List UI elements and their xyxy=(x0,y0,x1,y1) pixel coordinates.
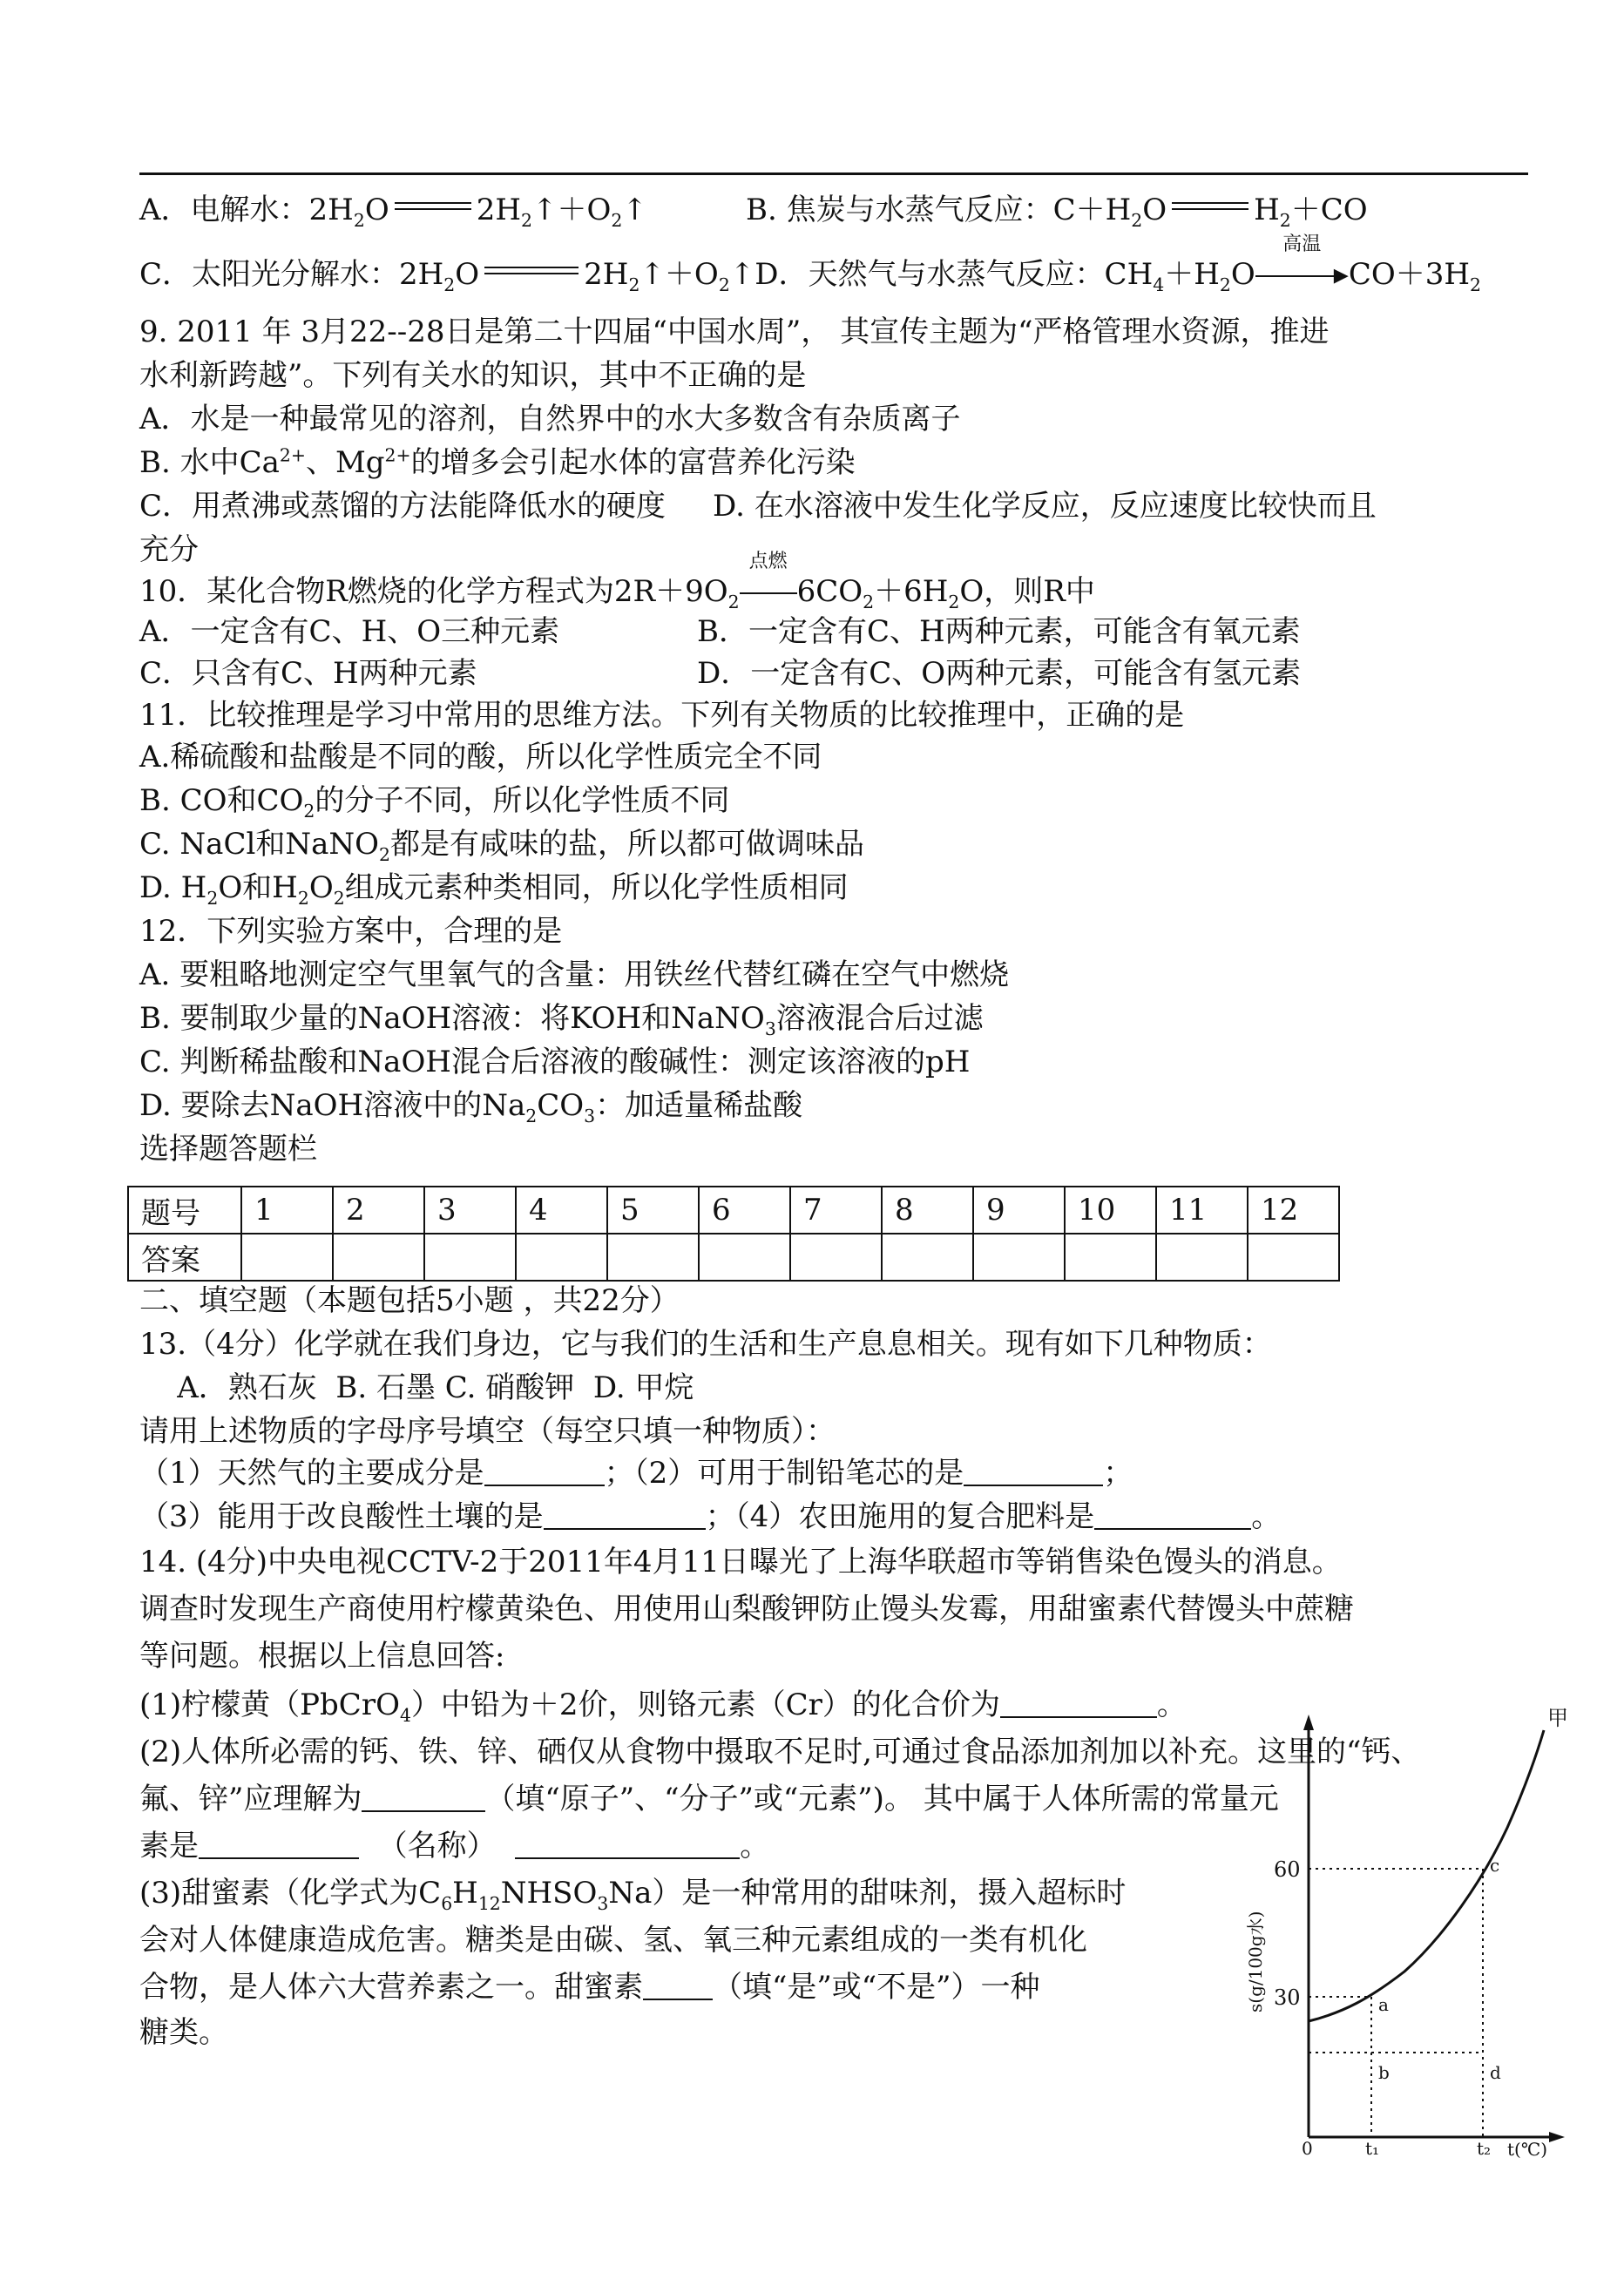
answer-cell[interactable] xyxy=(1248,1234,1339,1281)
answer-table-caption: 选择题答题栏 xyxy=(139,1132,317,1167)
answer-blank[interactable] xyxy=(515,1826,740,1859)
point-d: d xyxy=(1490,2062,1501,2083)
q11-option-d: D. $H_2O$和$H_2O_2$组成元素种类相同，所以化学性质相同 xyxy=(139,870,849,909)
q8-option-a: A．电解水：$2H_2O$ $2H_2↑+O_2↑$ xyxy=(139,193,647,231)
q14-part-2-line1: (2)人体所必需的钙、铁、锌、硒仅从食物中摄取不足时,可通过食品添加剂加以补充。这里的“钙、 xyxy=(139,1735,1421,1769)
reaction-condition-line: 点燃 xyxy=(740,572,797,612)
table-row xyxy=(128,1234,1339,1281)
q8-option-b: B. 焦炭与水蒸气反应：$C+H_2O$ $H_2+CO$ xyxy=(746,193,1368,231)
x-axis-label: t(℃) xyxy=(1507,2139,1548,2159)
q13-line-1: （1）天然气的主要成分是 ；（2）可用于制铅笔芯的是 ； xyxy=(139,1453,1133,1493)
answer-cell[interactable] xyxy=(882,1234,973,1281)
q12-option-c: C. 判断稀盐酸和NaOH混合后溶液的酸碱性：测定该溶液的pH xyxy=(139,1045,971,1079)
answer-cell[interactable] xyxy=(607,1234,699,1281)
answer-blank[interactable] xyxy=(199,1826,359,1859)
solubility-graph xyxy=(1230,1706,1570,2159)
row-label-answer: 答案 xyxy=(128,1234,241,1281)
table-cell: 4 xyxy=(516,1187,607,1234)
origin-label: 0 xyxy=(1302,2138,1313,2159)
q13-options: A．熟石灰 B. 石墨 C. 硝酸钾 D. 甲烷 xyxy=(139,1370,694,1405)
q14-part-1: (1)柠檬黄（PbCrO$_4$）中铅为＋2价，则铬元素（Cr）的化合价为 。 xyxy=(139,1685,1187,1725)
answer-blank[interactable] xyxy=(544,1497,706,1530)
answer-cell[interactable] xyxy=(1065,1234,1156,1281)
q14-part-2-line2: 氟、锌”应理解为 （填“原子”、“分子”或“元素”)。 其中属于人体所需的常量元 xyxy=(139,1779,1279,1819)
q13-stem: 13.（4分）化学就在我们身边，它与我们的生活和生产息息相关。现有如下几种物质： xyxy=(139,1327,1272,1362)
equals-sign xyxy=(479,263,584,281)
row-label-number: 题号 xyxy=(128,1187,241,1234)
q12-stem: 12．下列实验方案中，合理的是 xyxy=(139,914,563,949)
equals-sign xyxy=(389,199,477,216)
answer-cell[interactable] xyxy=(699,1234,790,1281)
table-cell: 9 xyxy=(973,1187,1065,1234)
table-cell: 2 xyxy=(333,1187,424,1234)
q14-part-3-line2: 会对人体健康造成危害。糖类是由碳、氢、氧三种元素组成的一类有机化 xyxy=(139,1923,1087,1958)
answer-cell[interactable] xyxy=(424,1234,516,1281)
q10-option-d: D．一定含有C、O两种元素，可能含有氢元素 xyxy=(697,656,1302,691)
answer-blank[interactable] xyxy=(1000,1685,1157,1718)
solubility-curve xyxy=(1309,1730,1544,2021)
answer-blank[interactable] xyxy=(362,1779,485,1812)
answer-cell[interactable] xyxy=(241,1234,333,1281)
table-cell: 10 xyxy=(1065,1187,1156,1234)
answer-cell[interactable] xyxy=(516,1234,607,1281)
table-cell: 11 xyxy=(1156,1187,1248,1234)
answer-cell[interactable] xyxy=(333,1234,424,1281)
q14-part-2-line3: 素是 （名称） 。 xyxy=(139,1826,769,1866)
q11-option-c: C. NaCl和NaNO$_2$都是有咸味的盐，所以都可做调味品 xyxy=(139,827,864,865)
q9-stem-line1: 9. 2011 年 3月22--28日是第二十四届“中国水周”， 其宣传主题为“严格管理水资源，推进 xyxy=(139,315,1330,349)
answer-cell[interactable] xyxy=(1156,1234,1248,1281)
answer-table xyxy=(127,1186,1340,1282)
q14-stem-line1: 14. (4分)中央电视CCTV-2于2011年4月11日曝光了上海华联超市等销售染色馒头的消息。 xyxy=(139,1545,1342,1579)
table-cell: 7 xyxy=(790,1187,882,1234)
equals-sign xyxy=(1167,199,1254,216)
q9-option-b: B. 水中$Ca^{2+}$、$Mg^{2+}$的增多会引起水体的富营养化污染 xyxy=(139,444,856,480)
q8-option-c: C．太阳光分解水：$2H_2O$ $2H_2↑+O_2↑D$．天然气与水蒸气反应：$CH_4+H_2O$ 高温 $▸CO+3H_2$ xyxy=(139,233,1481,295)
q14-part-3-line3: 合物，是人体六大营养素之一。甜蜜素 （填“是”或“不是”）一种 xyxy=(139,1967,1040,2007)
q10-option-b: B．一定含有C、H两种元素，可能含有氧元素 xyxy=(697,614,1301,649)
guide-lines xyxy=(1309,1869,1483,2137)
q9-option-c-d: C．用煮沸或蒸馏的方法能降低水的硬度 D. 在水溶液中发生化学反应，反应速度比较快而且 xyxy=(139,489,1377,524)
q13-line-2: （3）能用于改良酸性土壤的是 ；（4）农田施用的复合肥料是 。 xyxy=(139,1497,1281,1537)
q14-part-3-line4: 糖类。 xyxy=(139,2015,228,2050)
y-tick-30: 30 xyxy=(1274,1985,1301,2010)
point-b: b xyxy=(1378,2062,1390,2083)
x-tick-t1: t₁ xyxy=(1365,2138,1380,2159)
answer-blank[interactable] xyxy=(964,1453,1103,1486)
q13-instruction: 请用上述物质的字母序号填空（每空只填一种物质）： xyxy=(139,1414,836,1449)
q12-option-b: B. 要制取少量的NaOH溶液：将KOH和NaNO$_3$溶液混合后过滤 xyxy=(139,1001,984,1039)
table-cell: 3 xyxy=(424,1187,516,1234)
axes xyxy=(1303,1715,1565,2142)
q14-stem-line2: 调查时发现生产商使用柠檬黄染色、用使用山梨酸钾防止馒头发霉，用甜蜜素代替馒头中蔗糖 xyxy=(139,1592,1354,1627)
q12-option-d: D. 要除去NaOH溶液中的$Na_2CO_3$：加适量稀盐酸 xyxy=(139,1088,803,1126)
table-cell: 1 xyxy=(241,1187,333,1234)
table-cell: 6 xyxy=(699,1187,790,1234)
q11-option-a: A.稀硫酸和盐酸是不同的酸，所以化学性质完全不同 xyxy=(139,740,822,774)
q9-option-a: A．水是一种最常见的溶剂，自然界中的水大多数含有杂质离子 xyxy=(139,402,961,436)
answer-cell[interactable] xyxy=(973,1234,1065,1281)
answer-blank[interactable] xyxy=(1094,1497,1251,1530)
q12-option-a: A. 要粗略地测定空气里氧气的含量：用铁丝代替红磷在空气中燃烧 xyxy=(139,957,1010,992)
table-cell: 12 xyxy=(1248,1187,1339,1234)
x-tick-t2: t₂ xyxy=(1477,2138,1492,2159)
y-tick-60: 60 xyxy=(1274,1857,1301,1882)
answer-cell[interactable] xyxy=(790,1234,882,1281)
answer-blank[interactable] xyxy=(484,1453,605,1486)
table-row xyxy=(128,1187,1339,1234)
q10-option-a: A．一定含有C、H、O三种元素 xyxy=(139,614,560,649)
q9-stem-line2: 水利新跨越”。下列有关水的知识，其中不正确的是 xyxy=(139,358,807,393)
header-rule xyxy=(139,172,1528,175)
q14-part-3-line1: (3)甜蜜素（化学式为$C_6H_{12}NHSO_3Na$）是一种常用的甜味剂，摄入超标时 xyxy=(139,1876,1127,1914)
table-cell: 8 xyxy=(882,1187,973,1234)
curve-label: 甲 xyxy=(1547,1706,1568,1730)
y-axis-arrow xyxy=(1303,1715,1314,1730)
table-cell: 5 xyxy=(607,1187,699,1234)
section-2-title: 二、填空题（本题包括5小题 ，共22分） xyxy=(139,1283,680,1318)
point-a: a xyxy=(1378,1994,1389,2015)
x-axis-arrow xyxy=(1549,2132,1565,2142)
q9-option-d-cont: 充分 xyxy=(139,532,199,567)
q10-option-c: C．只含有C、H两种元素 xyxy=(139,656,477,691)
y-axis-label: s(g/100g水) xyxy=(1245,1911,1266,2012)
answer-blank[interactable] xyxy=(643,1967,713,2000)
point-c: c xyxy=(1490,1855,1500,1876)
q10-stem: 10．某化合物R燃烧的化学方程式为$2R+9O_2$ 点燃 $6CO_2+6H_2O$，则R中 xyxy=(139,551,1095,612)
q11-option-b: B. CO和$CO_2$的分子不同，所以化学性质不同 xyxy=(139,783,730,822)
reaction-condition-arrow: 高温 ▸ xyxy=(1255,254,1349,294)
q11-stem: 11．比较推理是学习中常用的思维方法。下列有关物质的比较推理中，正确的是 xyxy=(139,698,1185,733)
q14-stem-line3: 等问题。根据以上信息回答: xyxy=(139,1639,505,1674)
